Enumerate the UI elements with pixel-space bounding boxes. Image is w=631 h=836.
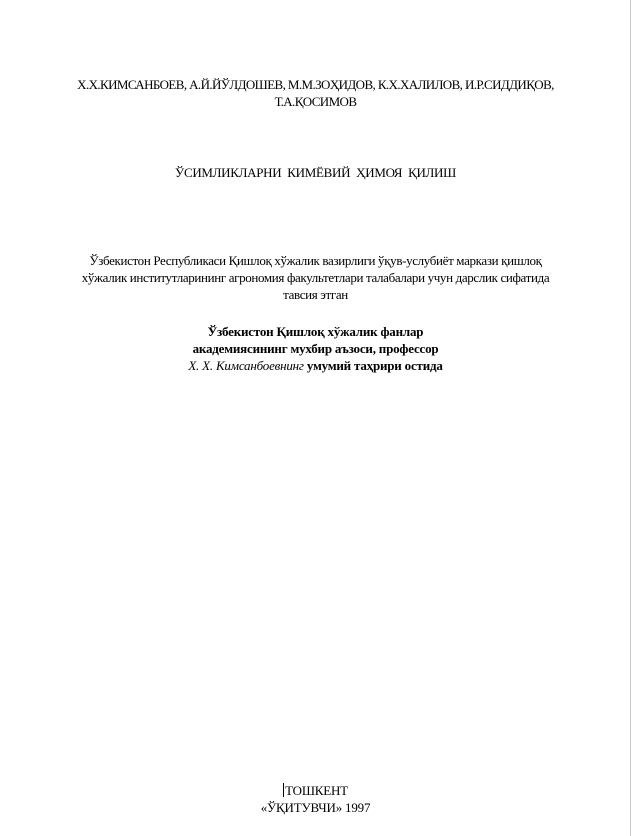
authors-line-1: Х.Х.КИМСАНБОЕВ, А.Й.ЙЎЛДОШЕВ, М.М.ЗОҲИДОВ, К.Х.ХАЛИЛОВ, И.Р.СИДДИҚОВ, <box>77 77 554 92</box>
imprint <box>0 782 631 816</box>
authors-line-2: Т.А.ҚОСИМОВ <box>274 94 357 109</box>
editor-suffix: умумий таҳрири остида <box>303 358 443 373</box>
editor-line-3 <box>0 357 631 374</box>
editor-line-1: Ўзбекистон Қишлоқ хўжалик фанлар <box>207 324 424 339</box>
editor-statement <box>0 323 631 374</box>
authors <box>0 76 631 110</box>
editor-line-2: академиясининг мухбир аъзоси, профессор <box>192 341 439 356</box>
imprint-publisher-year: «ЎҚИТУВЧИ» 1997 <box>260 800 371 815</box>
approval-statement <box>0 252 631 303</box>
editor-name: Х. Х. Кимсанбоевнинг <box>188 358 304 373</box>
imprint-city-line <box>0 782 631 799</box>
imprint-city: ТОШКЕНТ <box>285 783 348 798</box>
approval-line-2: хўжалик институтларининг агрономия факультетлари талабалари учун дарслик сифатида <box>81 270 550 285</box>
approval-line-3: тавсия этган <box>283 287 348 302</box>
text-cursor <box>283 783 284 797</box>
approval-line-1: Ўзбекистон Республикаси Қишлоқ хўжалик вазирлиги ўқув-услубиёт маркази қишлоқ <box>89 253 542 268</box>
book-title: ЎСИМЛИКЛАРНИ КИМЁВИЙ ҲИМОЯ ҚИЛИШ <box>175 165 456 180</box>
